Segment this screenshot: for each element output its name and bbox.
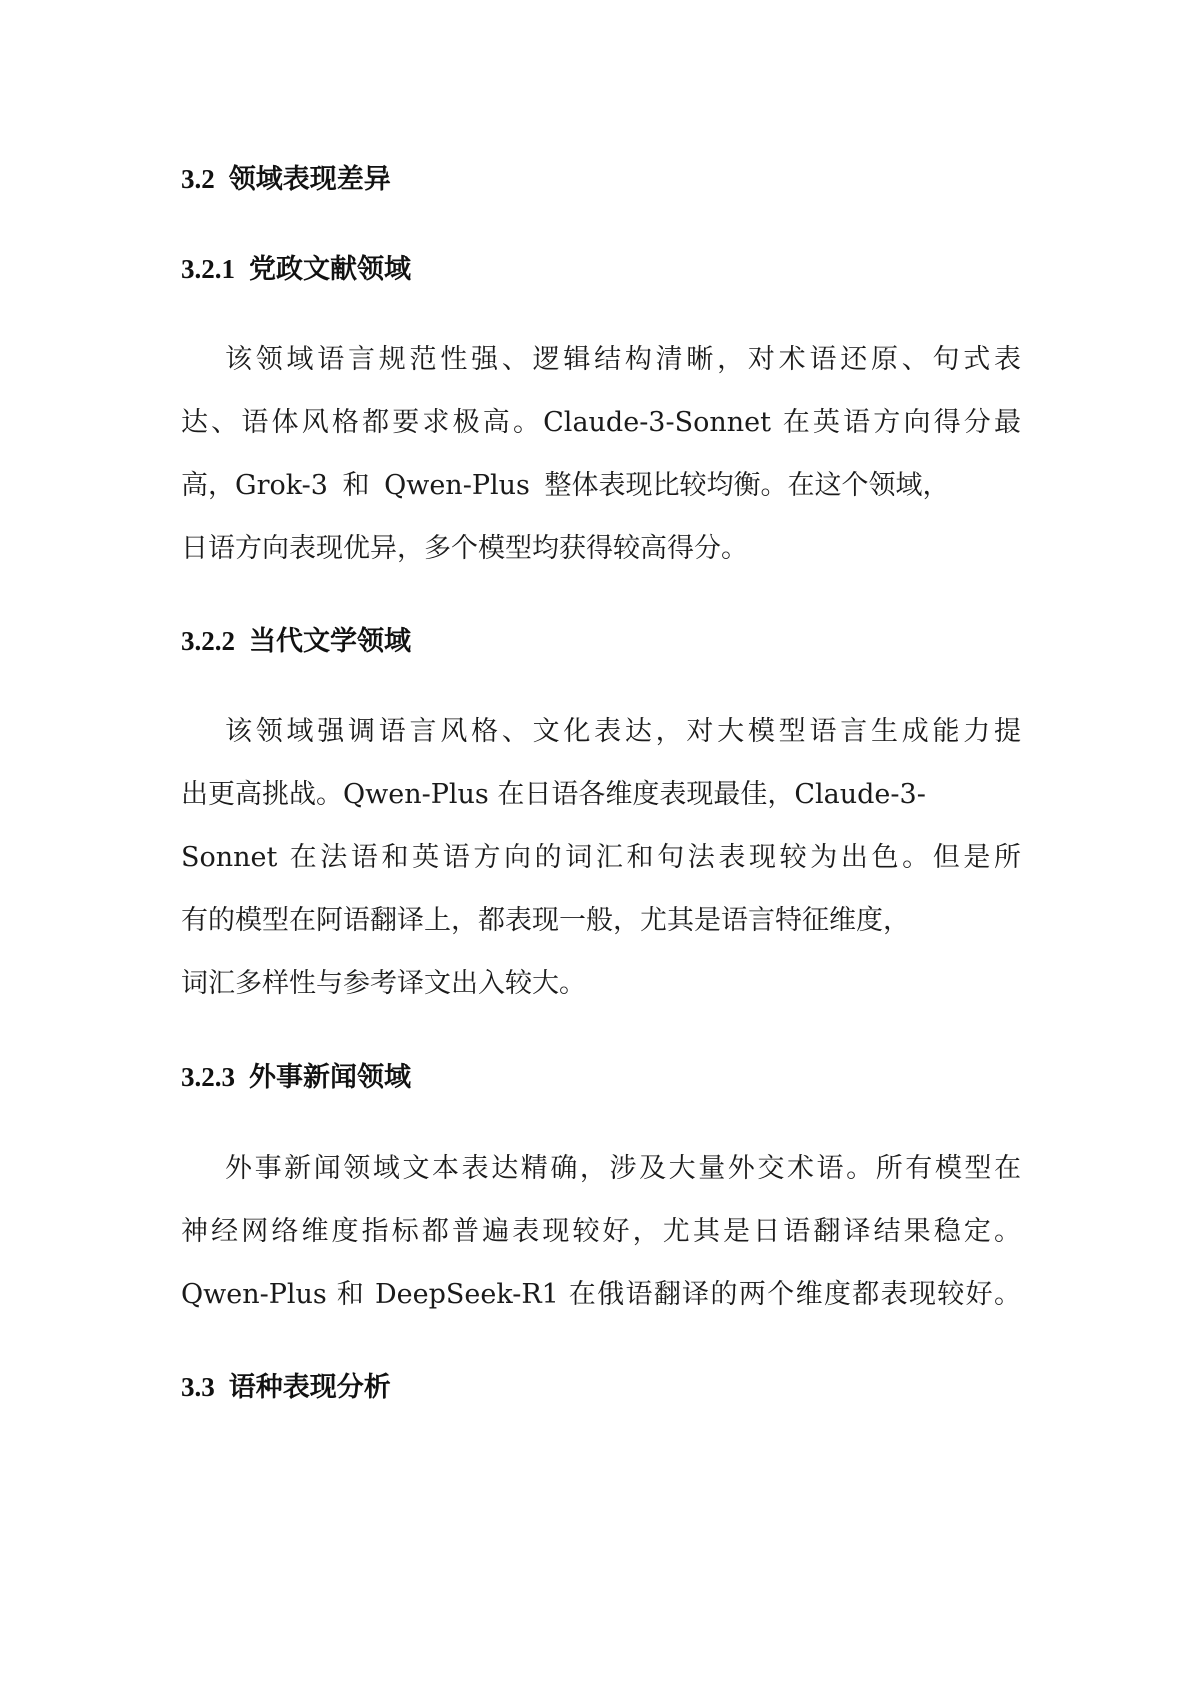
- section-title: 领域表现差异: [228, 164, 391, 195]
- section-title: 外事新闻领域: [249, 1062, 411, 1093]
- paragraph-line: 该领域强调语言风格、文化表达，对大模型语言生成能力提: [225, 716, 1021, 747]
- section-number: 3.2: [181, 164, 215, 194]
- paragraph-line: 日语方向表现优异，多个模型均获得较高得分。: [181, 533, 748, 564]
- section-heading-3-3: [181, 1370, 391, 1405]
- paragraph-line: Qwen-Plus 和 DeepSeek-R1 在俄语翻译的两个维度都表现较好。: [181, 1279, 1021, 1310]
- paragraph-line: 出更高挑战。Qwen-Plus 在日语各维度表现最佳，Claude-3-: [181, 779, 926, 810]
- section-number: 3.2.2: [181, 626, 235, 656]
- paragraph-line: 高，Grok-3 和 Qwen-Plus 整体表现比较均衡。在这个领域，: [181, 470, 950, 501]
- paragraph-line: Sonnet 在法语和英语方向的词汇和句法表现较为出色。但是所: [181, 842, 1021, 873]
- section-title: 语种表现分析: [228, 1372, 391, 1403]
- paragraph-line: 达、语体风格都要求极高。Claude-3-Sonnet 在英语方向得分最: [181, 407, 1021, 438]
- section-number: 3.3: [181, 1372, 215, 1402]
- paragraph-line: 有的模型在阿语翻译上，都表现一般，尤其是语言特征维度，: [181, 905, 910, 936]
- paragraph-line: 神经网络维度指标都普遍表现较好，尤其是日语翻译结果稳定。: [181, 1216, 1021, 1247]
- section-number: 3.2.3: [181, 1062, 235, 1092]
- paragraph-line: 外事新闻领域文本表达精确，涉及大量外交术语。所有模型在: [225, 1153, 1021, 1184]
- section-title: 党政文献领域: [249, 254, 411, 285]
- section-number: 3.2.1: [181, 254, 235, 284]
- section-heading-3-2-2: [181, 624, 411, 659]
- section-heading-3-2-3: [181, 1060, 411, 1095]
- section-title: 当代文学领域: [249, 626, 411, 657]
- section-heading-3-2: [181, 162, 391, 197]
- section-heading-3-2-1: [181, 252, 411, 287]
- paragraph-line: 该领域语言规范性强、逻辑结构清晰，对术语还原、句式表: [225, 344, 1021, 375]
- paragraph-line: 词汇多样性与参考译文出入较大。: [181, 968, 586, 999]
